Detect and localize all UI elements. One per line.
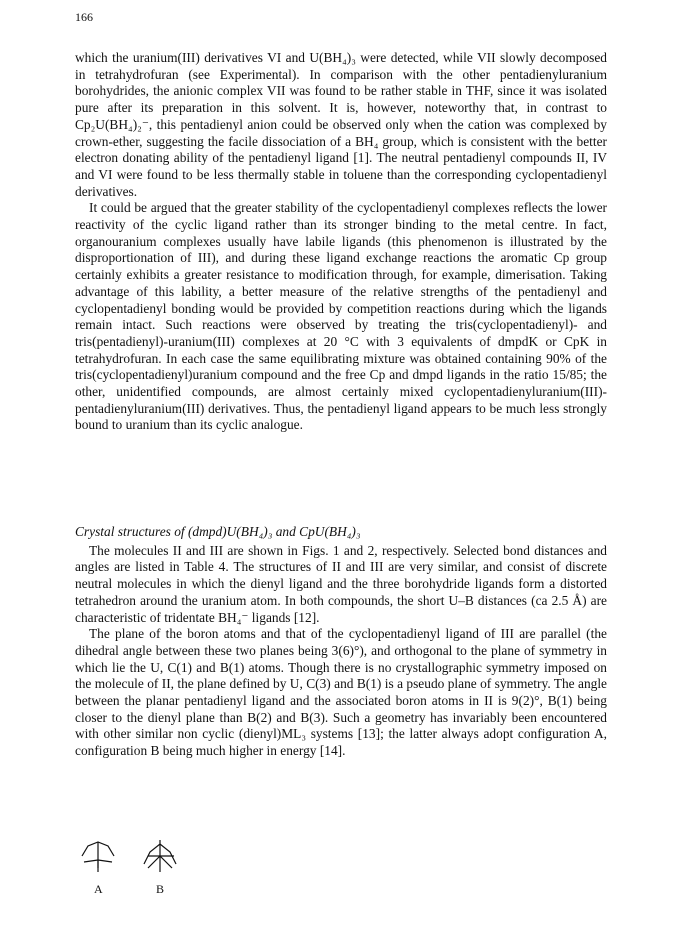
paragraph: It could be argued that the greater stability of the cyclopentadienyl complexes reflects the lower reactivity of the cyclic ligand rather than its stronger binding to the metal centre. In fact, organouranium complexes usually have labile ligands (this phenomenon is illustrated by the disproportionation of III), and during these ligand exchange reactions the aromatic Cp group certainly exhibits a greater resistance to modification through, for example, dimerisation. Taking advantage of this lability, a better measure of the relative strengths of the pentadienyl and cyclopentadienyl bonding would be provided by competition reactions during which the ligands remain intact. Such reactions were observed by treating the tris(cyclopentadienyl)- and tris(pentadienyl)-uranium(III) complexes at 20 °C with 3 equivalents of dmpdK or CpK in tetrahydrofuran. In each case the same equilibrating mixture was obtained containing 90% of the tris(cyclopentadienyl)uranium compound and the free Cp and dmpd ligands in the ratio 15/85; the other, unidentified compounds, are almost certainly mixed cyclopentadienyluranium(III)-pentadienyluranium(III) derivatives. Thus, the pentadienyl ligand appears to be much less strongly bound to uranium than its cyclic analogue. (75, 200, 607, 433)
paragraph: which the uranium(III) derivatives VI and U(BH₄)₃ were detected, while VII slowly decomposed in tetrahydrofuran (see Experimental). In comparison with the other pentadienyluranium borohydrides, the anionic complex VII was found to be rather stable in THF, since it was isolated pure after its preparation in this solvent. It is, however, noteworthy that, in contrast to Cp₂U(BH₄)₂⁻, this pentadienyl anion could be observed only when the cation was complexed by crown-ether, suggesting the facile dissociation of a BH₄ group, which is consistent with the better electron donating ability of the pentadienyl ligand [1]. The neutral pentadienyl compounds II, IV and VI were found to be less thermally stable in toluene than the corresponding cyclopentadienyl derivatives. (75, 50, 607, 199)
figure-label-a: A (94, 882, 103, 896)
body-text-bottom (75, 524, 607, 760)
paragraph: The molecules II and III are shown in Figs. 1 and 2, respectively. Selected bond distances and angles are listed in Table 4. The structures of II and III are very similar, and consist of discrete neutral molecules in which the dienyl ligand and the three borohydride ligands form a distorted tetrahedron around the uranium atom. In both compounds, the short U–B distances (ca 2.5 Å) are characteristic of tridentate BH₄⁻ ligands [12]. (75, 542, 607, 625)
configuration-figure (80, 838, 210, 903)
paragraph: The plane of the boron atoms and that of the cyclopentadienyl ligand of III are parallel (the dihedral angle between these two planes being 3(6)°), and orthogonal to the plane of symmetry in which lie the U, C(1) and B(1) atoms. Though there is no crystallographic symmetry imposed on the molecule of II, the plane defined by U, C(3) and B(1) is a pseudo plane of symmetry. The angle between the planar pentadienyl ligand and the associated boron atoms in II is 9(2)°, B(1) being closer to the dienyl plane than B(2) and B(3). Such a geometry has invariably been encountered with other similar non cyclic (dienyl)ML₃ systems [13]; the latter always adopt configuration A, configuration B being much higher in energy [14]. (75, 626, 607, 759)
body-text-top (75, 50, 607, 434)
page-number: 166 (75, 10, 93, 24)
figure-label-b: B (156, 882, 165, 896)
configuration-a-structure (82, 842, 114, 872)
section-heading: Crystal structures of (dmpd)U(BH₄)₃ and CpU(BH₄)₃ (75, 524, 361, 539)
configuration-b-structure (144, 840, 176, 872)
